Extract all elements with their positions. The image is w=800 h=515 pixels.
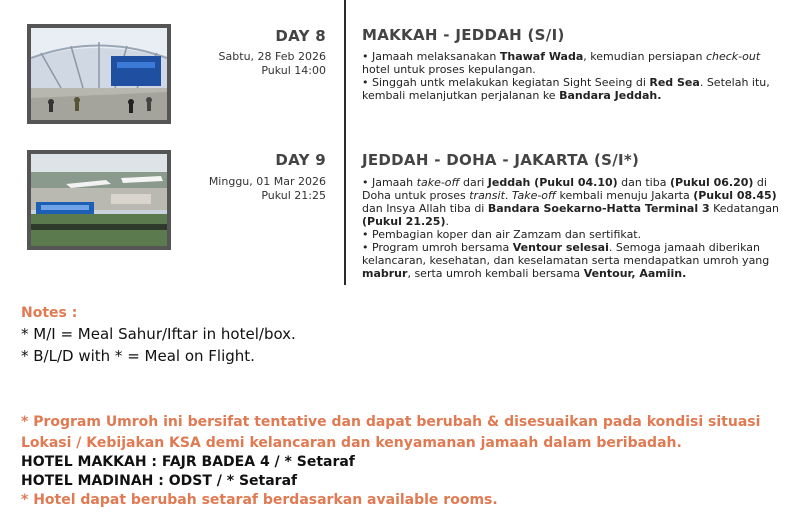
desc-bullet: • Program umroh bersama Ventour selesai. Semoga jamaah diberikan kelancaran, kesehatan, dan keselamatan serta mendapatkan umroh yang mabrur, serta umroh kembali bersama Ventour, Aamiin. bbox=[362, 241, 770, 280]
day-label: DAY 8 bbox=[275, 27, 326, 45]
day-label: DAY 9 bbox=[275, 151, 326, 169]
notes-heading: Notes : bbox=[21, 305, 78, 321]
day-date-line: Sabtu, 28 Feb 2026 bbox=[218, 50, 326, 63]
hotel-makkah: HOTEL MAKKAH : FAJR BADEA 4 / * Setaraf bbox=[21, 454, 355, 470]
day-date bbox=[209, 175, 326, 203]
day-date bbox=[219, 50, 326, 78]
day-title: MAKKAH - JEDDAH (S/I) bbox=[362, 26, 565, 44]
day-time-line: Pukul 14:00 bbox=[261, 64, 326, 77]
day-title: JEDDAH - DOHA - JAKARTA (S/I*) bbox=[362, 151, 640, 169]
program-disclaimer: * Program Umroh ini bersifat tentative dan dapat berubah & disesuaikan pada kondisi situasi Lokasi / Kebijakan KSA demi kelancaran dan kenyamanan jamaah dalam beribadah. bbox=[21, 414, 761, 451]
desc-bullet: • Singgah untk melakukan kegiatan Sight Seeing di Red Sea. Setelah itu, kembali melanjutkan perjalanan ke Bandara Jeddah. bbox=[362, 76, 770, 102]
day-time-line: Pukul 21:25 bbox=[261, 189, 326, 202]
day-description bbox=[362, 176, 782, 280]
hotel-madinah: HOTEL MADINAH : ODST / * Setaraf bbox=[21, 473, 298, 489]
airport-terminal-photo bbox=[27, 24, 171, 124]
desc-bullet: • Pembagian koper dan air Zamzam dan sertifikat. bbox=[362, 228, 642, 241]
airport-apron-photo bbox=[27, 150, 171, 250]
note-meal-iftar: * M/I = Meal Sahur/Iftar in hotel/box. bbox=[21, 325, 296, 343]
desc-bullet: • Jamaah take-off dari Jeddah (Pukul 04.10) dan tiba (Pukul 06.20) di Doha untuk proses transit. Take-off kembali menuju Jakarta (Pukul 08.45) dan Insya Allah tiba di Bandara Soekarno-Hatta Terminal 3 Kedatangan (Pukul 21.25). bbox=[362, 176, 779, 228]
timeline-divider bbox=[344, 0, 346, 285]
hotel-change-note: * Hotel dapat berubah setaraf berdasarkan available rooms. bbox=[21, 492, 498, 508]
day-description bbox=[362, 50, 782, 102]
day-date-line: Minggu, 01 Mar 2026 bbox=[208, 175, 326, 188]
note-meal-flight: * B/L/D with * = Meal on Flight. bbox=[21, 347, 255, 365]
desc-bullet: • Jamaah melaksanakan Thawaf Wada, kemudian persiapan check-out hotel untuk proses kepulangan. bbox=[362, 50, 761, 76]
